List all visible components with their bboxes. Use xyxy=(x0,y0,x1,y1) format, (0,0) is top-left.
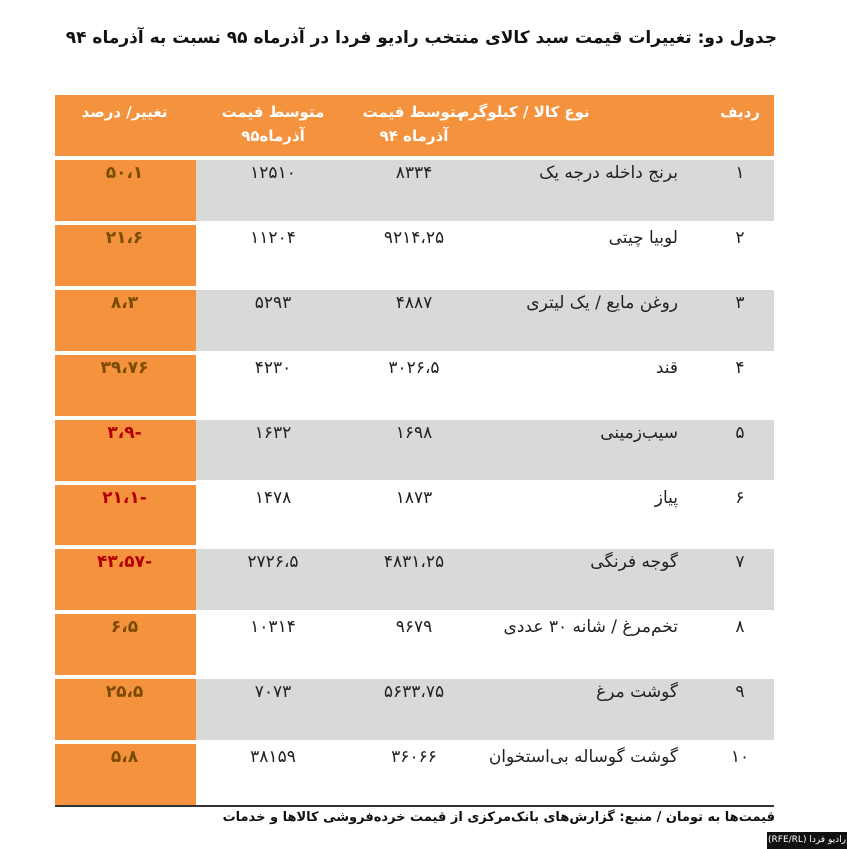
cell-price-94: ۵۶۳۳،۷۵ xyxy=(383,682,445,703)
cell-price-95: ۲۷۲۶،۵ xyxy=(247,552,299,573)
cell-change-percent: ۶،۵ xyxy=(110,617,139,638)
cell-row-number: ۸ xyxy=(735,617,745,638)
cell-row-number: ۳ xyxy=(735,292,745,313)
table-row xyxy=(55,156,774,221)
cell-change-percent: -۴۳،۵۷ xyxy=(96,552,153,573)
cell-row-number: ۹ xyxy=(735,682,745,703)
header-price-94-line2: آذرماه ۹۴ xyxy=(379,127,449,145)
cell-row-number: ۲ xyxy=(735,227,745,248)
cell-price-95: ۳۸۱۵۹ xyxy=(250,747,296,768)
cell-change-percent: ۳۹،۷۶ xyxy=(100,357,149,378)
table-row xyxy=(55,286,774,351)
source-note: قیمت‌ها به تومان / منبع: گزارش‌های بانک‌مرکزی از قیمت خرده‌فروشی کالاها و خدمات xyxy=(222,810,775,825)
cell-item-name: پیاز xyxy=(654,487,678,508)
cell-price-95: ۵۲۹۳ xyxy=(254,292,292,313)
cell-price-95: ۱۴۷۸ xyxy=(254,487,292,508)
cell-price-95: ۱۶۳۲ xyxy=(254,422,292,443)
cell-price-94: ۴۸۳۱،۲۵ xyxy=(383,552,445,573)
cell-change-percent: ۸،۳ xyxy=(110,292,139,313)
cell-change-percent: -۳،۹ xyxy=(107,422,142,443)
row-separator xyxy=(55,610,774,614)
row-separator xyxy=(55,481,774,485)
table-title: جدول دو: تغییرات قیمت سبد کالای منتخب رادیو فردا در آذرماه ۹۵ نسبت به آذرماه ۹۴ xyxy=(65,28,777,48)
cell-price-95: ۱۰۳۱۴ xyxy=(250,617,296,638)
table-header xyxy=(55,95,774,156)
cell-change-percent: ۵،۸ xyxy=(110,747,139,768)
row-separator xyxy=(55,351,774,355)
cell-price-94: ۴۸۸۷ xyxy=(395,292,433,313)
price-table xyxy=(55,95,774,805)
cell-price-94: ۳۶۰۶۶ xyxy=(391,747,437,768)
cell-item-name: لوبیا چیتی xyxy=(608,227,678,248)
cell-row-number: ۱۰ xyxy=(730,747,750,768)
cell-row-number: ۴ xyxy=(735,357,745,378)
cell-item-name: روغن مایع / یک لیتری xyxy=(526,292,678,313)
header-item: نوع کالا / کیلوگرم xyxy=(458,103,590,121)
table-row xyxy=(55,545,774,610)
cell-row-number: ۶ xyxy=(735,487,745,508)
cell-item-name: قند xyxy=(655,357,678,378)
cell-change-percent: ۲۵،۵ xyxy=(105,682,144,703)
row-separator xyxy=(55,545,774,549)
cell-item-name: تخم‌مرغ / شانه ۳۰ عددی xyxy=(503,617,678,638)
table-row xyxy=(55,610,774,675)
row-separator xyxy=(55,286,774,290)
table-bottom-rule xyxy=(55,805,774,807)
cell-item-name: گوشت مرغ xyxy=(596,682,678,703)
cell-price-94: ۸۳۳۴ xyxy=(395,163,433,183)
cell-price-94: ۹۶۷۹ xyxy=(395,617,433,638)
cell-price-95: ۱۱۲۰۴ xyxy=(250,227,296,248)
cell-row-number: ۱ xyxy=(735,163,745,183)
cell-change-percent: ۲۱،۶ xyxy=(105,227,144,248)
cell-price-94: ۳۰۲۶،۵ xyxy=(388,357,440,378)
row-separator xyxy=(55,416,774,420)
table-row xyxy=(55,740,774,805)
row-separator xyxy=(55,156,774,160)
table-row xyxy=(55,416,774,481)
cell-item-name: برنج داخله درجه یک xyxy=(539,163,678,183)
cell-row-number: ۷ xyxy=(735,552,745,573)
table-row xyxy=(55,221,774,286)
cell-item-name: گوشت گوساله بی‌استخوان xyxy=(488,747,678,768)
cell-item-name: سیب‌زمینی xyxy=(600,422,678,443)
header-change: تغییر/ درصد xyxy=(81,103,168,121)
row-separator xyxy=(55,221,774,225)
header-price-95 xyxy=(208,100,338,148)
cell-price-94: ۱۶۹۸ xyxy=(395,422,433,443)
cell-item-name: گوجه فرنگی xyxy=(590,552,678,573)
credit-badge: رادیو فردا (RFE/RL) xyxy=(767,832,847,849)
cell-change-percent: ۵۰،۱ xyxy=(105,163,144,183)
header-price-95-line2: آذرماه۹۵ xyxy=(241,127,305,145)
row-separator xyxy=(55,675,774,679)
cell-price-94: ۱۸۷۳ xyxy=(395,487,433,508)
header-price-94 xyxy=(349,100,479,148)
cell-price-94: ۹۲۱۴،۲۵ xyxy=(383,227,445,248)
cell-price-95: ۴۲۳۰ xyxy=(254,357,292,378)
header-row-number: ردیف xyxy=(720,103,760,121)
header-price-95-line1: متوسط قیمت xyxy=(221,103,325,121)
table-row xyxy=(55,675,774,740)
cell-price-95: ۷۰۷۳ xyxy=(254,682,292,703)
table-row xyxy=(55,481,774,546)
cell-row-number: ۵ xyxy=(735,422,745,443)
table-row xyxy=(55,351,774,416)
cell-price-95: ۱۲۵۱۰ xyxy=(250,163,296,183)
row-separator xyxy=(55,740,774,744)
header-price-94-line1: متوسط قیمت xyxy=(362,103,466,121)
cell-change-percent: -۲۱،۱ xyxy=(102,487,147,508)
